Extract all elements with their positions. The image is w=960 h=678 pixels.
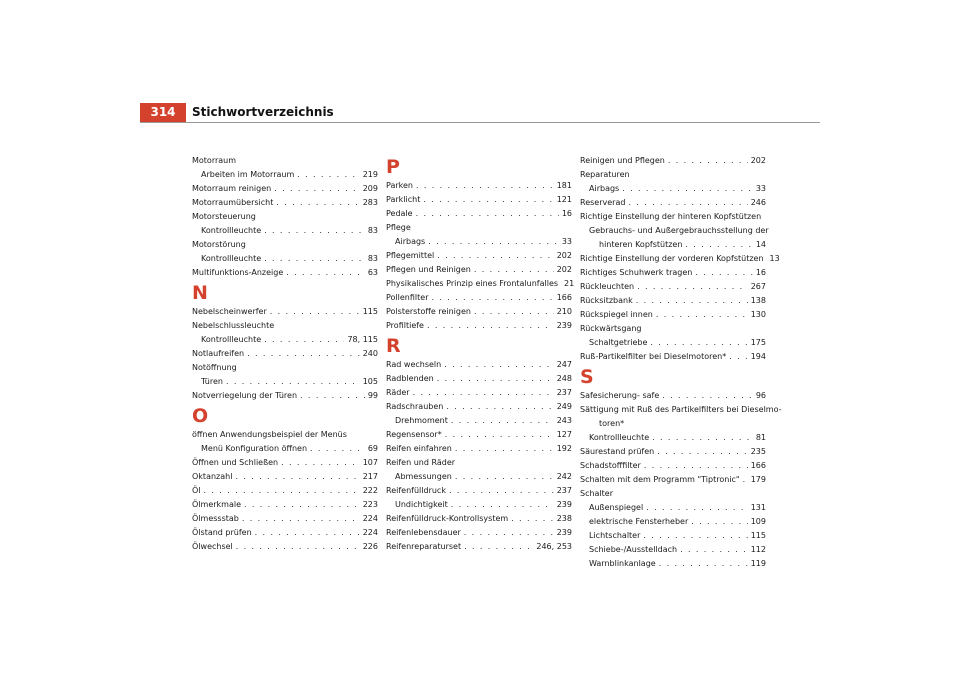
index-entry (580, 473, 766, 487)
entry-text: Warnblinkanlage (589, 559, 656, 568)
index-entry (580, 266, 766, 280)
entry-text: Ruß-Partikelfilter bei Dieselmotoren* (580, 352, 727, 361)
index-entry (386, 291, 572, 305)
section-letter: R (386, 335, 401, 357)
index-entry (386, 400, 572, 414)
index-entry (192, 154, 378, 168)
entry-text: Kontrollleuchte (201, 254, 262, 263)
index-entry (580, 445, 766, 459)
leader-dots (446, 400, 553, 414)
leader-dots (255, 526, 360, 540)
page-reference: 239 (556, 321, 572, 330)
entry-text: Pflegemittel (386, 251, 435, 260)
page-title: Stichwortverzeichnis (192, 105, 334, 119)
page-reference: 210 (556, 307, 572, 316)
page-reference: 283 (362, 198, 378, 207)
page-reference: 166 (556, 293, 572, 302)
leader-dots (416, 207, 559, 221)
entry-text: Kontrollleuchte (201, 226, 262, 235)
leader-dots (445, 428, 554, 442)
index-subentry (192, 224, 378, 238)
entry-text: Polsterstoffe reinigen (386, 307, 471, 316)
page-reference: 105 (362, 377, 378, 386)
entry-text: Reserverad (580, 198, 626, 207)
entry-text: Reinigen und Pflegen (580, 156, 665, 165)
entry-text: Schalter (580, 489, 614, 498)
index-entry (386, 277, 575, 291)
entry-text: Lichtschalter (589, 531, 641, 540)
entry-text: Außenspiegel (589, 503, 644, 512)
entry-text: Öl (192, 486, 201, 495)
index-entry (580, 389, 766, 403)
page-reference: 242 (556, 472, 572, 481)
leader-dots (428, 235, 559, 249)
index-entry (580, 154, 766, 168)
page-reference: 249 (556, 402, 572, 411)
index-entry (386, 358, 572, 372)
page-reference: 121 (556, 195, 572, 204)
leader-dots (300, 389, 365, 403)
entry-text: Parklicht (386, 195, 421, 204)
leader-dots (657, 445, 747, 459)
leader-dots (437, 249, 554, 263)
leader-dots (464, 526, 554, 540)
index-entry (580, 459, 766, 473)
page-reference: 115 (750, 531, 766, 540)
index-entry (580, 487, 766, 501)
index-entry (386, 456, 572, 470)
entry-text: Arbeiten im Motorraum (201, 170, 295, 179)
entry-text: Motorraum (192, 156, 237, 165)
entry-text: Schaltgetriebe (589, 338, 648, 347)
entry-text: Pedale (386, 209, 413, 218)
leader-dots (413, 386, 554, 400)
leader-dots (244, 498, 360, 512)
page-reference: 224 (362, 528, 378, 537)
entry-text: Physikalisches Prinzip eines Frontalunfalles (386, 279, 559, 288)
page-reference: 83 (367, 226, 378, 235)
page-reference: 223 (362, 500, 378, 509)
index-entry (580, 294, 766, 308)
page-reference: 209 (362, 184, 378, 193)
page-number-badge: 314 (140, 103, 186, 122)
index-entry (192, 182, 378, 196)
entry-text: Ölmessstab (192, 514, 239, 523)
page-reference: 267 (750, 282, 766, 291)
page-reference: 14 (755, 240, 766, 249)
page-reference: 13 (769, 254, 780, 263)
leader-dots (427, 319, 554, 333)
page-reference: 222 (362, 486, 378, 495)
page-reference: 33 (755, 184, 766, 193)
index-entry (386, 221, 572, 235)
index-entry (386, 249, 572, 263)
leader-dots (685, 238, 752, 252)
index-subentry (192, 375, 378, 389)
leader-dots (691, 515, 747, 529)
page-reference: 194 (750, 352, 766, 361)
page-reference: 240 (362, 349, 378, 358)
leader-dots (662, 389, 753, 403)
entry-text: Safesicherung- safe (580, 391, 660, 400)
index-entry (192, 540, 378, 554)
page-reference: 107 (362, 458, 378, 467)
page-reference: 224 (362, 514, 378, 523)
index-subentry (580, 238, 766, 252)
leader-dots (451, 414, 554, 428)
entry-text: Motorraumübersicht (192, 198, 274, 207)
entry-text: Räder (386, 388, 410, 397)
index-entry (386, 319, 572, 333)
index-entry (580, 168, 766, 182)
page-reference: 127 (556, 430, 572, 439)
entry-text: Öffnen und Schließen (192, 458, 279, 467)
index-subentry (192, 442, 378, 456)
section-letter: S (580, 366, 594, 388)
entry-text: Profiltiefe (386, 321, 424, 330)
leader-dots (235, 470, 359, 484)
page-reference: 243 (556, 416, 572, 425)
entry-text: Reifenlebensdauer (386, 528, 461, 537)
entry-text: Reifenfülldruck-Kontrollsystem (386, 514, 509, 523)
index-entry (386, 305, 572, 319)
page-reference: 202 (556, 251, 572, 260)
leader-dots (474, 263, 554, 277)
page-reference: 81 (755, 433, 766, 442)
index-entry (386, 428, 572, 442)
index-entry (386, 526, 572, 540)
index-subentry (580, 224, 769, 238)
entry-text: Schalten mit dem Programm "Tiptronic" (580, 475, 740, 484)
leader-dots (680, 543, 748, 557)
index-entry (580, 280, 766, 294)
leader-dots (286, 266, 365, 280)
entry-text: Motorraum reinigen (192, 184, 272, 193)
entry-text: Notlaufreifen (192, 349, 245, 358)
page-reference: 202 (556, 265, 572, 274)
leader-dots (637, 280, 748, 294)
leader-dots (297, 168, 359, 182)
leader-dots (264, 252, 365, 266)
entry-text: Pflegen und Reinigen (386, 265, 471, 274)
entry-text: Reifenfülldruck (386, 486, 446, 495)
leader-dots (247, 347, 360, 361)
entry-text: toren* (599, 419, 625, 428)
leader-dots (650, 336, 747, 350)
index-entry (386, 512, 572, 526)
leader-dots (310, 442, 365, 456)
index-entry (580, 403, 782, 417)
entry-text: Säurestand prüfen (580, 447, 655, 456)
index-entry (386, 484, 572, 498)
page-reference: 248 (556, 374, 572, 383)
index-entry (192, 305, 378, 319)
leader-dots (242, 512, 360, 526)
entry-text: Rückleuchten (580, 282, 635, 291)
index-entry (192, 389, 378, 403)
leader-dots (659, 557, 748, 571)
page-reference: 237 (556, 486, 572, 495)
index-subentry (580, 543, 766, 557)
page-reference: 247 (556, 360, 572, 369)
leader-dots (451, 498, 554, 512)
page-reference: 219 (362, 170, 378, 179)
leader-dots (644, 459, 748, 473)
index-subentry (192, 333, 378, 347)
leader-dots (668, 154, 748, 168)
index-entry (386, 540, 572, 554)
page-reference: 181 (556, 181, 572, 190)
entry-text: Menü Konfiguration öffnen (201, 444, 308, 453)
leader-dots (646, 501, 748, 515)
leader-dots (656, 308, 748, 322)
page-reference: 115 (362, 307, 378, 316)
index-entry (192, 456, 378, 470)
entry-text: Kontrollleuchte (201, 335, 262, 344)
entry-text: Airbags (395, 237, 426, 246)
entry-text: Richtige Einstellung der vorderen Kopfstützen (580, 254, 764, 263)
entry-text: Regensensor* (386, 430, 442, 439)
leader-dots (729, 350, 748, 364)
entry-text: Nebelschlussleuchte (192, 321, 275, 330)
page-reference: 33 (561, 237, 572, 246)
leader-dots (455, 470, 554, 484)
page-reference: 63 (367, 268, 378, 277)
index-entry (386, 207, 572, 221)
leader-dots (274, 182, 360, 196)
page-reference: 239 (556, 500, 572, 509)
entry-text: Motorsteuerung (192, 212, 256, 221)
entry-text: Undichtigkeit (395, 500, 448, 509)
index-subentry (580, 501, 766, 515)
leader-dots (276, 196, 359, 210)
leader-dots (204, 484, 360, 498)
leader-dots (444, 358, 553, 372)
index-subentry (580, 557, 766, 571)
entry-text: Richtige Einstellung der hinteren Kopfstützen (580, 212, 762, 221)
page-reference: 192 (556, 444, 572, 453)
index-column-2 (386, 154, 575, 554)
leader-dots (743, 473, 748, 487)
leader-dots (236, 540, 360, 554)
entry-text: Rücksitzbank (580, 296, 633, 305)
index-entry (580, 252, 780, 266)
index-subentry (386, 235, 572, 249)
entry-text: Notverriegelung der Türen (192, 391, 298, 400)
index-subentry (580, 529, 766, 543)
index-entry (192, 319, 378, 333)
leader-dots (270, 305, 360, 319)
entry-text: Nebelscheinwerfer (192, 307, 267, 316)
leader-dots (511, 512, 554, 526)
index-subentry (580, 182, 766, 196)
index-entry (580, 350, 766, 364)
page-reference: 179 (750, 475, 766, 484)
leader-dots (455, 442, 554, 456)
leader-dots (636, 294, 748, 308)
entry-text: Schadstofffilter (580, 461, 641, 470)
page-reference: 226 (362, 542, 378, 551)
page-reference: 217 (362, 472, 378, 481)
leader-dots (449, 484, 554, 498)
index-subentry (580, 431, 766, 445)
entry-text: Pflege (386, 223, 411, 232)
index-entry (192, 470, 378, 484)
page-reference: 112 (750, 545, 766, 554)
entry-text: Motorstörung (192, 240, 246, 249)
header-divider (140, 122, 820, 123)
page-reference: 99 (367, 391, 378, 400)
leader-dots (431, 291, 553, 305)
index-entry (192, 347, 378, 361)
page-reference: 69 (367, 444, 378, 453)
index-entry (386, 372, 572, 386)
entry-text: Ölwechsel (192, 542, 233, 551)
entry-text: hinteren Kopfstützen (599, 240, 683, 249)
entry-text: Abmessungen (395, 472, 452, 481)
index-entry (192, 210, 378, 224)
index-entry (386, 442, 572, 456)
leader-dots (281, 456, 360, 470)
entry-text: Ölstand prüfen (192, 528, 252, 537)
leader-dots (695, 266, 752, 280)
page-reference: 21 (564, 279, 575, 288)
index-subentry (192, 168, 378, 182)
index-entry (192, 361, 378, 375)
index-entry (192, 512, 378, 526)
index-subentry (192, 252, 378, 266)
index-entry (192, 526, 378, 540)
index-subentry (580, 515, 766, 529)
index-entry (580, 196, 766, 210)
page-reference: 96 (755, 391, 766, 400)
index-entry (386, 263, 572, 277)
entry-text: Reifen und Räder (386, 458, 456, 467)
section-letter: O (192, 405, 209, 427)
page-reference: 83 (367, 254, 378, 263)
entry-text: Airbags (589, 184, 620, 193)
section-letter: P (386, 156, 400, 178)
page-reference: 131 (750, 503, 766, 512)
index-subentry (386, 414, 572, 428)
entry-text: Radschrauben (386, 402, 444, 411)
page-reference: 239 (556, 528, 572, 537)
index-subentry (386, 470, 572, 484)
page-reference: 16 (561, 209, 572, 218)
leader-dots (423, 193, 553, 207)
leader-dots (628, 196, 747, 210)
page-reference: 246, 253 (536, 542, 572, 551)
index-entry (580, 322, 766, 336)
index-column-1 (192, 154, 378, 554)
entry-text: Oktanzahl (192, 472, 233, 481)
leader-dots (226, 375, 360, 389)
entry-text: öffnen Anwendungsbeispiel der Menüs (192, 430, 347, 439)
entry-text: Reifen einfahren (386, 444, 452, 453)
leader-dots (264, 224, 365, 238)
entry-text: Parken (386, 181, 413, 190)
leader-dots (652, 431, 753, 445)
entry-text: Radblenden (386, 374, 434, 383)
entry-text: Rückwärtsgang (580, 324, 642, 333)
entry-text: Kontrollleuchte (589, 433, 650, 442)
page-reference: 238 (556, 514, 572, 523)
index-entry (386, 193, 572, 207)
index-entry (386, 179, 572, 193)
section-letter: N (192, 282, 208, 304)
page-reference: 166 (750, 461, 766, 470)
entry-text: Pollenfilter (386, 293, 429, 302)
leader-dots (474, 305, 554, 319)
page-reference: 235 (750, 447, 766, 456)
index-subentry (580, 336, 766, 350)
index-entry (192, 498, 378, 512)
entry-text: Reparaturen (580, 170, 630, 179)
leader-dots (416, 179, 554, 193)
page-reference: 237 (556, 388, 572, 397)
entry-text: Reifenreparaturset (386, 542, 462, 551)
entry-text: Rückspiegel innen (580, 310, 653, 319)
page-reference: 78, 115 (347, 335, 378, 344)
index-subentry (386, 498, 572, 512)
index-entry (580, 210, 766, 224)
entry-text: Notöffnung (192, 363, 237, 372)
index-entry (580, 308, 766, 322)
page-reference: 202 (750, 156, 766, 165)
page-reference: 246 (750, 198, 766, 207)
index-entry (192, 266, 378, 280)
entry-text: Türen (201, 377, 223, 386)
entry-text: Sättigung mit Ruß des Partikelfilters bei Dieselmo- (580, 405, 782, 414)
index-entry (192, 484, 378, 498)
leader-dots (264, 333, 344, 347)
leader-dots (622, 182, 753, 196)
page-reference: 130 (750, 310, 766, 319)
entry-text: Drehmoment (395, 416, 448, 425)
page-reference: 109 (750, 517, 766, 526)
index-column-3 (580, 154, 782, 571)
page-reference: 175 (750, 338, 766, 347)
entry-text: Schiebe-/Ausstelldach (589, 545, 678, 554)
entry-text: Rad wechseln (386, 360, 442, 369)
entry-text: Richtiges Schuhwerk tragen (580, 268, 693, 277)
index-subentry (580, 417, 766, 431)
index-entry (192, 196, 378, 210)
page-reference: 16 (755, 268, 766, 277)
leader-dots (643, 529, 747, 543)
leader-dots (437, 372, 554, 386)
index-entry (192, 428, 378, 442)
leader-dots (464, 540, 533, 554)
entry-text: Multifunktions-Anzeige (192, 268, 284, 277)
page-reference: 119 (750, 559, 766, 568)
index-entry (386, 386, 572, 400)
entry-text: elektrische Fensterheber (589, 517, 689, 526)
entry-text: Gebrauchs- und Außergebrauchsstellung der (589, 226, 769, 235)
entry-text: Ölmerkmale (192, 500, 241, 509)
index-entry (192, 238, 378, 252)
page-reference: 138 (750, 296, 766, 305)
